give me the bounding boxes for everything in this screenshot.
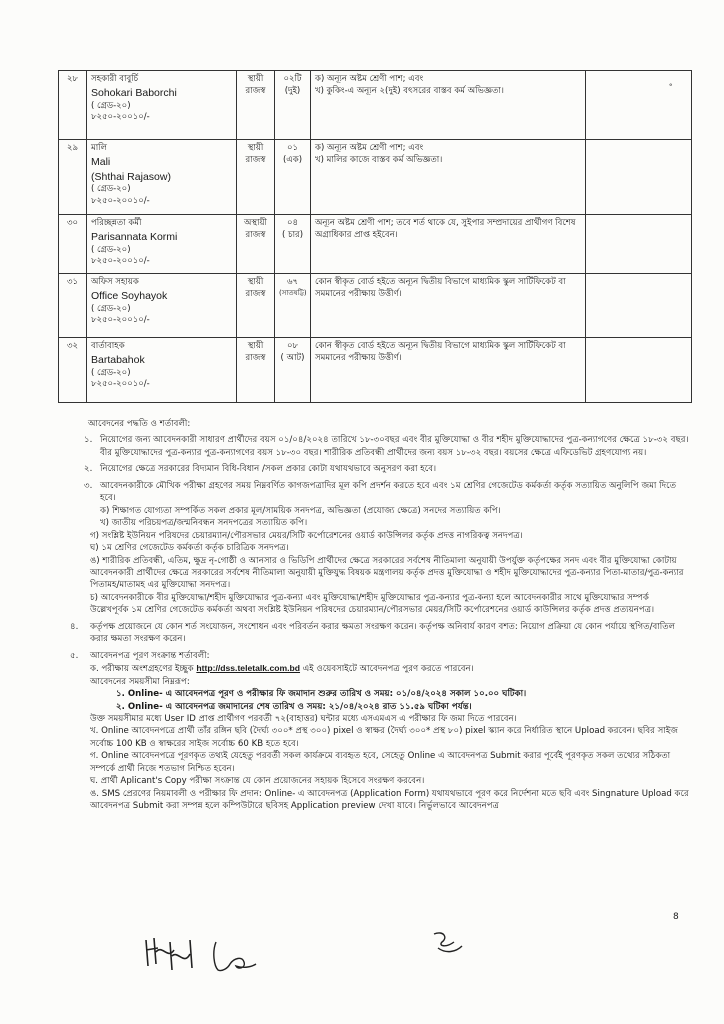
post-qualification	[311, 140, 586, 215]
post-number: ২৮	[59, 71, 87, 140]
post-name-en: Bartabahok	[91, 353, 145, 366]
post-class: স্থায়ী রাজস্ব	[237, 140, 275, 215]
condition-4	[70, 621, 690, 646]
post-number: ৩১	[59, 274, 87, 338]
condition-1	[70, 434, 690, 459]
remarks-cell	[586, 215, 692, 274]
post-name-bn: মালি	[91, 143, 107, 153]
online-info-rule: গ. Online আবেদনপত্রে পূরণকৃত তথ্যই যেহেতু পরবর্তী সকল কার্যক্রমে ব্যবহৃত হবে, সেহেতু Online এ আবেদনপত্র Submit করার পূর্বেই পূরণকৃত সকল তথ্যের সঠিকতা সম্পর্কে প্রার্থী নিজে শতভাগ নিশ্চিত হবেন।	[90, 751, 671, 774]
signature-3	[428, 928, 468, 958]
post-class: স্থায়ী রাজস্ব	[237, 274, 275, 338]
website-suffix: এই ওয়েবসাইটে আবেদনপত্র পুরণ করতে পারবেন।	[302, 664, 474, 675]
signature-1	[140, 930, 200, 975]
remarks-mark: ॰	[669, 81, 673, 90]
post-class: স্থায়ী রাজস্ব	[237, 338, 275, 403]
condition-text: আবেদনপত্র পূরণ সংক্রান্ত শর্তাবলী:	[90, 650, 210, 661]
post-number: ৩২	[59, 338, 87, 403]
post-grade: ( গ্রেড-২০)	[91, 303, 131, 314]
condition-number: ২.	[84, 464, 93, 475]
post-name-en: Office Soyhayok	[91, 289, 168, 302]
post-count: ৬৭	[286, 277, 299, 287]
applicant-copy-rule: ঘ. প্রার্থী Aplicant's Copy পরীক্ষা সংক্রান্ত যে কোন প্রয়োজনের সহায়ক হিসেবে সংরক্ষণ করবেন।	[90, 776, 425, 787]
conditions-section	[70, 418, 690, 813]
condition-text: কর্তৃপক্ষ প্রয়োজনে যে কোন শর্ত সংযোজন, সংশোধন এবং পরিবর্তন করার ক্ষমতা সংরক্ষণ করেন। কর্তৃপক্ষ অনিবার্য কারণ বশত: নিয়োগ প্রক্রিয়া যে কোন পর্যায়ে স্থগিত/বাতিল করার ক্ষমতা সংরক্ষণ করেন।	[90, 621, 676, 645]
condition-subitem: খ) জাতীয় পরিচয়পত্র/জন্মনিবন্ধন সনদপত্রের সত্যায়িত কপি।	[100, 518, 308, 529]
post-name-en: Mali	[91, 155, 111, 168]
post-count-words: (সাতষট্টি)	[279, 288, 307, 297]
post-number: ২৯	[59, 140, 87, 215]
post-count: ০২টি	[283, 74, 302, 84]
table-row	[59, 215, 692, 274]
condition-text: নিয়োগের জন্য আবেদনকারী সাধারণ প্রার্থীদের বয়স ০১/০৪/২০২৪ তারিখে ১৮-৩০বছর এবং বীর মুক্তিযোদ্ধা ও বীর শহীদ মুক্তিযোদ্ধাদের পুত্র-কন্যাগণের ক্ষেত্রে ১৮-৩২ বছর। বীর মুক্তিযোদ্ধাদের পুত্র-কন্যার পুত্র-কন্যাগণের বয়স ১৮-৩০ বছর। শারীরিক প্রতিবন্ধী প্রার্থীদের জন্য বয়স ১৮-৩২ বছর। বয়সের ক্ষেত্রে এফিডেভিট গ্রহণযোগ্য নয়।	[100, 435, 689, 458]
qualification-line: খ) মালির কাজে বাস্তব কর্ম অভিজ্ঞতা।	[315, 154, 443, 165]
signature-2	[208, 938, 263, 978]
post-scale: ৮২৫০-২০০১০/-	[91, 112, 150, 123]
remarks-cell	[586, 338, 692, 403]
website-line	[70, 662, 690, 675]
post-count-words: (দুই)	[284, 85, 301, 96]
table-row	[59, 140, 692, 215]
post-count-cell	[275, 274, 311, 338]
page-number: 8	[673, 912, 679, 922]
qualification-line: কোন স্বীকৃত বোর্ড হইতে অন্যূন দ্বিতীয় বিভাগে মাধ্যমিক স্কুল সার্টিফিকেট বা সমমানের পরীক্ষায় উত্তীর্ণ।	[315, 341, 566, 363]
post-grade: ( গ্রেড-২০)	[91, 184, 131, 195]
post-count-cell	[275, 71, 311, 140]
condition-number: ৫.	[70, 650, 79, 661]
time-end: ২. Online- এ আবেদনপত্র জমাদানের শেষ তারিখ ও সময়: ২১/০৪/২০২৪ রাত ১১.৫৯ ঘটিকা পর্যন্ত।	[116, 701, 472, 712]
qualification-line: খ) কুকিং-এ অন্যূন ২(দুই) বৎসরের বাস্তব কর্ম অভিজ্ঞতা।	[315, 85, 504, 96]
condition-subitem: ঙ) শারীরিক প্রতিবন্ধী, এতিম, ক্ষুদ্র নৃ-গোষ্ঠী ও আনসার ও ভিডিপি প্রার্থীদের ক্ষেত্রে সরকারের সর্বশেষ নীতিমালা অনুযায়ী উপর্যুক্ত কর্তৃপক্ষের সনদ এবং বীর মুক্তিযোদ্ধা কোটায় আবেদনকারী প্রার্থীদের ক্ষেত্রে সরকারের সর্বশেষ নীতিমালা অনুযায়ী মুক্তিযুদ্ধ বিষয়ক মন্ত্রণালয় কর্তৃক প্রদত্ত মুক্তিযোদ্ধা ও শহীদ মুক্তিযোদ্ধাদের পুত্র-কন্যার পিতা-মাতার/পুত্র-কন্যার পিতামহ/মাতামহ এর মুক্তিযোদ্ধা সনদপত্র।	[90, 555, 684, 591]
photo-upload-rule: খ. Online আবেদনপত্রে প্রার্থী তাঁর রঙ্গিন ছবি (দৈর্ঘ্য ৩০০* প্রস্থ ৩০০) pixel ও স্বাক্ষর (দৈর্ঘ্য ৩০০* প্রস্থ ৮০) pixel স্ক্যান করে নির্ধারিত স্থানে Upload করবেন। ছবির সাইজ সর্বোচ্চ 100 KB ও স্বাক্ষরের সাইজ সর্বোচ্চ 60 KB হতে হবে।	[90, 726, 678, 749]
condition-text: আবেদনকারীকে মৌখিক পরীক্ষা গ্রহণের সময় নিম্নবর্ণিত কাগজপত্রাদির মূল কপি প্রদর্শন করতে হবে এবং ১ম শ্রেণির গেজেটেড কর্মকর্তা কর্তৃক সত্যায়িত অনুলিপি জমা দিতে হবে।	[100, 480, 677, 504]
condition-subitem: চ) আবেদনকারীকে বীর মুক্তিযোদ্ধা/শহীদ মুক্তিযোদ্ধার পুত্র-কন্যা এবং মুক্তিযোদ্ধা/শহীদ মুক্তিযোদ্ধার পুত্র-কন্যার পুত্র-কন্যা হলে আবেদনকারীর সাথে মুক্তিযোদ্ধার সম্পর্ক উল্লেখপূর্বক ১ম শ্রেণির গেজেটেড কর্মকর্তা অথবা সংশ্লিষ্ট ইউনিয়ন পরিষদের চেয়ারম্যান/পৌরসভার মেয়র/সিটি কর্পোরেশনের ওয়ার্ড কাউন্সিলর কর্তৃক প্রদত্ত প্রত্যয়নপত্র।	[90, 592, 655, 616]
post-qualification	[311, 215, 586, 274]
condition-3	[70, 480, 690, 617]
time-start: ১. Online- এ আবেদনপত্র পূরণ ও পরীক্ষার ফি জমাদান শুরুর তারিখ ও সময়: ০১/০৪/২০২৪ সকাল ১০.০০ ঘটিকা।	[116, 689, 527, 700]
table-row	[59, 338, 692, 403]
table-row	[59, 274, 692, 338]
remarks-cell	[586, 140, 692, 215]
post-grade: ( গ্রেড-২০)	[91, 100, 131, 111]
remarks-cell	[586, 71, 692, 140]
post-grade: ( গ্রেড-২০)	[91, 367, 131, 378]
post-name-cell	[87, 274, 237, 338]
post-name-en-2: (Shthai Rajasow)	[91, 170, 171, 183]
post-name-en: Sohokari Baborchi	[91, 86, 177, 99]
post-count-cell	[275, 338, 311, 403]
post-scale: ৮২৫০-২০০১০/-	[91, 256, 150, 267]
condition-2	[70, 463, 690, 475]
user-id-note: উক্ত সময়সীমার মধ্যে User ID প্রাপ্ত প্রার্থীগণ পরবর্তী ৭২(বাহাত্তর) ঘন্টার মধ্যে এসএমএস এ পরীক্ষার ফি জমা দিতে পারবেন।	[90, 713, 517, 724]
condition-number: ১.	[84, 435, 93, 446]
condition-number: ৪.	[70, 621, 79, 632]
post-count-words: ( চার)	[281, 229, 304, 240]
posts-table	[58, 70, 692, 403]
time-heading: আবেদনের সময়সীমা নিম্নরূপ:	[90, 676, 190, 687]
post-qualification	[311, 274, 586, 338]
qualification-line: অন্যূন অষ্টম শ্রেণী পাশ; তবে শর্ত থাকে যে, সুইপার সম্প্রদায়ের প্রার্থীগণ বিশেষ অগ্রাধিকার প্রাপ্ত হইবেন।	[315, 218, 576, 240]
sms-rule: ঙ. SMS প্রেরণের নিয়মাবলী ও পরীক্ষার ফি প্রদান: Online- এ আবেদনপত্র (Application Form) যথাযথভাবে পূরণ করে নির্দেশনা মতে ছবি এবং Singnature Upload করে আবেদনপত্র Submit করা সম্পন্ন হলে কম্পিউটারে ছবিসহ Application preview দেখা যাবে। নির্ভুলভাবে আবেদনপত্র	[90, 788, 689, 812]
post-count: ০৮	[286, 341, 299, 351]
post-qualification	[311, 71, 586, 140]
condition-subitem: ক) শিক্ষাগত যোগ্যতা সম্পর্কিত সকল প্রকার মূল/সাময়িক সনদপত্র, অভিজ্ঞতা (প্রযোজ্য ক্ষেত্রে) সনদের সত্যায়িত কপি।	[100, 505, 501, 516]
qualification-line: কোন স্বীকৃত বোর্ড হইতে অন্যূন দ্বিতীয় বিভাগে মাধ্যমিক স্কুল সার্টিফিকেট বা সমমানের পরীক্ষায় উত্তীর্ণ।	[315, 277, 566, 299]
post-qualification	[311, 338, 586, 403]
post-name-bn: অফিস সহায়ক	[91, 277, 139, 287]
post-class: অস্থায়ী রাজস্ব	[237, 215, 275, 274]
post-name-bn: পরিচ্ছন্নতা কর্মী	[91, 218, 142, 228]
table-row	[59, 71, 692, 140]
post-count: ০১	[286, 143, 299, 153]
post-name-bn: বার্তাবাহক	[91, 341, 125, 351]
condition-subitem: গ) সংশ্লিষ্ট ইউনিয়ন পরিষদের চেয়ারম্যান/পৌরসভার মেয়র/সিটি কর্পোরেশনের ওয়ার্ড কাউন্সিলর কর্তৃক প্রদত্ত নাগরিকত্ব সনদপত্র।	[90, 530, 523, 541]
post-scale: ৮২৫০-২০০১০/-	[91, 196, 150, 207]
post-count: ০৪	[286, 218, 299, 228]
post-name-cell	[87, 338, 237, 403]
website-prefix: ক. পরীক্ষায় অংশগ্রহণের ইচ্ছুক	[90, 664, 194, 675]
remarks-cell	[586, 274, 692, 338]
qualification-line: ক) অন্যূন অষ্টম শ্রেণী পাশ; এবং	[315, 74, 424, 84]
post-number: ৩০	[59, 215, 87, 274]
condition-text: নিয়োগের ক্ষেত্রে সরকারের বিদ্যমান বিধি-বিধান /সকল প্রকার কোটা যথাযথভাবে অনুসরণ করা হবে।	[100, 464, 437, 475]
post-class: স্থায়ী রাজস্ব	[237, 71, 275, 140]
conditions-heading: আবেদনের পদ্ধতি ও শর্তাবলী:	[88, 419, 191, 429]
post-grade: ( গ্রেড-২০)	[91, 244, 131, 255]
post-name-cell	[87, 71, 237, 140]
condition-subitem: ঘ) ১ম শ্রেণির গেজেটেড কর্মকর্তা কর্তৃক চারিত্রিক সনদপত্র।	[90, 543, 289, 554]
condition-number: ৩.	[84, 480, 93, 491]
condition-5	[70, 650, 690, 813]
post-count-words: (এক)	[282, 154, 303, 165]
post-name-bn: সহকারী বাবুর্চি	[91, 74, 139, 84]
post-count-cell	[275, 140, 311, 215]
post-name-en: Parisannata Kormi	[91, 230, 178, 243]
post-name-cell	[87, 140, 237, 215]
post-name-cell	[87, 215, 237, 274]
post-scale: ৮২৫০-২০০১০/-	[91, 315, 150, 326]
post-count-words: ( আট)	[280, 352, 305, 363]
website-link[interactable]: http://dss.teletalk.com.bd	[196, 663, 301, 674]
post-scale: ৮২৫০-২০০১০/-	[91, 379, 150, 390]
post-count-cell	[275, 215, 311, 274]
qualification-line: ক) অন্যূন অষ্টম শ্রেণী পাশ; এবং	[315, 143, 424, 153]
